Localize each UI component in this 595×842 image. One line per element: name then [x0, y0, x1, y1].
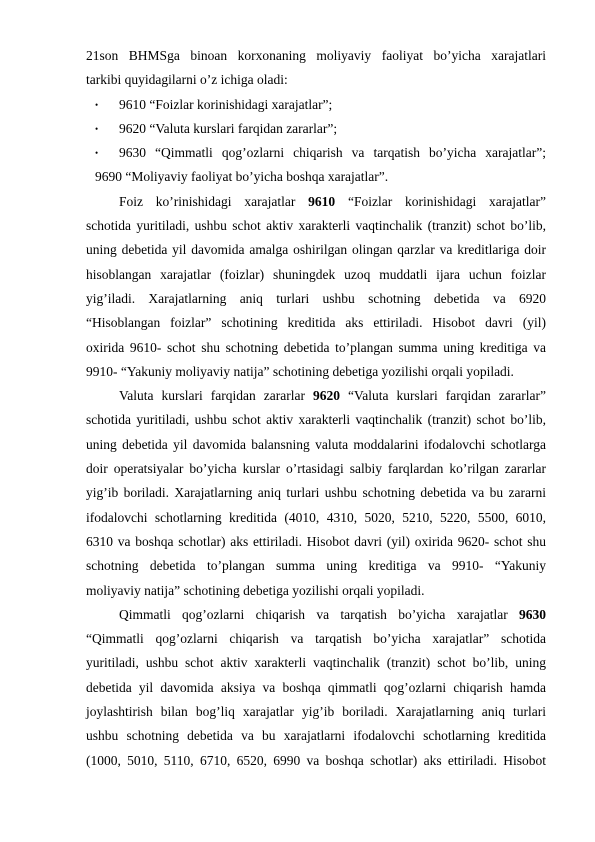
text-line: 6310 va boshqa schotlar) aks ettiriladi. Hisobot davri (yil) oxirida 9620- schot shu: [86, 533, 546, 549]
text-line: ifodalovchi schotlarning kreditida (4010, 4310, 5020, 5210, 5220, 5500, 6010,: [86, 509, 546, 525]
account-code: 9620: [313, 388, 341, 404]
text-line: yuritiladi, ushbu schot aktiv xarakterli vaqtinchalik (tranzit) schot bo’lib, uning: [86, 655, 546, 671]
paragraph-first-line: [86, 190, 546, 214]
text-line: “Qimmatli qog’ozlarni chiqarish va tarqatish bo’yicha xarajatlar” schotida: [86, 631, 546, 647]
text-line: hisoblangan xarajatlar (foizlar) shuningdek uzoq muddatli ijara uchun foizlar: [86, 266, 546, 282]
bullet-text: 9610 “Foizlar korinishidagi xarajatlar”;: [119, 96, 333, 112]
account-code: 9630: [519, 606, 546, 622]
bullet-icon: •: [95, 123, 99, 134]
text-line: 9690 “Moliyaviy faoliyat bo’yicha boshqa xarajatlar”.: [95, 169, 389, 185]
text-line: uning debetida yil davomida balansning valuta moddalarini ifodalovchi schotlarga: [86, 436, 546, 452]
bullet-item: [86, 117, 546, 141]
text-run: “Valuta kurslari farqidan zararlar”: [348, 388, 547, 404]
text-line: yig’iladi. Xarajatlarning aniq turlari ushbu schotning debetida va 6920: [86, 290, 546, 306]
text-line: schotida yuritiladi, ushbu schot aktiv xarakterli vaqtinchalik (tranzit) schot bo’lib,: [86, 412, 546, 428]
text-run: Qimmatli qog’ozlarni chiqarish va tarqatish bo’yicha xarajatlar: [119, 606, 508, 622]
bullet-item: [86, 93, 546, 117]
text-line: moliyaviy natija” schotining debetiga yozilishi orqali yopiladi.: [86, 582, 425, 598]
text-line: 9910- “Yakuniy moliyaviy natija” schotining debetiga yozilishi orqali yopiladi.: [86, 363, 514, 379]
text-line: doir operatsiyalar bo’yicha kurslar o’rtasidagi salbiy farqlardan ko’rilgan zararlar: [86, 461, 546, 477]
account-code: 9610: [308, 193, 336, 209]
text-run: Valuta kurslari farqidan zararlar: [119, 388, 305, 404]
text-line: yig’ib boriladi. Xarajatlarning aniq turlari ushbu schotning debetida va bu zararni: [86, 485, 546, 501]
text-run: Foiz ko’rinishidagi xarajatlar: [119, 193, 296, 209]
document-body: [86, 44, 546, 773]
bullet-icon: •: [95, 99, 99, 110]
bullet-text: 9630 “Qimmatli qog’ozlarni chiqarish va tarqatish bo’yicha xarajatlar”;: [119, 145, 546, 161]
text-line: (1000, 5010, 5110, 6710, 6520, 6990 va boshqa schotlar) aks ettiriladi. Hisobot: [86, 752, 546, 768]
text-line: 21son BHMSga binoan korxonaning moliyaviy faoliyat bo’yicha xarajatlari: [86, 48, 546, 63]
text-line: uning debetida yil davomida amalga oshirilgan olingan qarzlar va kreditlariga doir: [86, 242, 546, 258]
text-run: “Foizlar korinishidagi xarajatlar”: [347, 193, 547, 209]
text-line: ushbu schotning debetida va bu xarajatlarni ifodalovchi schotlarning kreditida: [86, 728, 546, 744]
text-line: “Hisoblangan foizlar” schotining kreditida aks ettiriladi. Hisobot davri (yil): [86, 315, 546, 331]
paragraph-first-line: [86, 384, 546, 408]
text-line: schotning debetida to’plangan summa uning kreditiga va 9910- “Yakuniy: [86, 558, 546, 574]
text-line: schotida yuritiladi, ushbu schot aktiv xarakterli vaqtinchalik (tranzit) schot bo’lib,: [86, 218, 546, 234]
text-line: tarkibi quyidagilarni o’z ichiga oladi:: [86, 72, 288, 88]
bullet-item: [86, 141, 546, 165]
bullet-icon: •: [95, 148, 99, 159]
text-line: debetida yil davomida aksiya va boshqa qimmatli qog’ozlarni chiqarish hamda: [86, 679, 546, 695]
text-line: oxirida 9610- schot shu schotning debetida to’plangan summa uning kreditiga va: [86, 339, 546, 355]
text-line: joylashtirish bilan bog’liq xarajatlar yig’ib boriladi. Xarajatlarning aniq turlari: [86, 704, 546, 720]
bullet-text: 9620 “Valuta kurslari farqidan zararlar”;: [119, 120, 338, 136]
paragraph-first-line: [86, 603, 546, 627]
